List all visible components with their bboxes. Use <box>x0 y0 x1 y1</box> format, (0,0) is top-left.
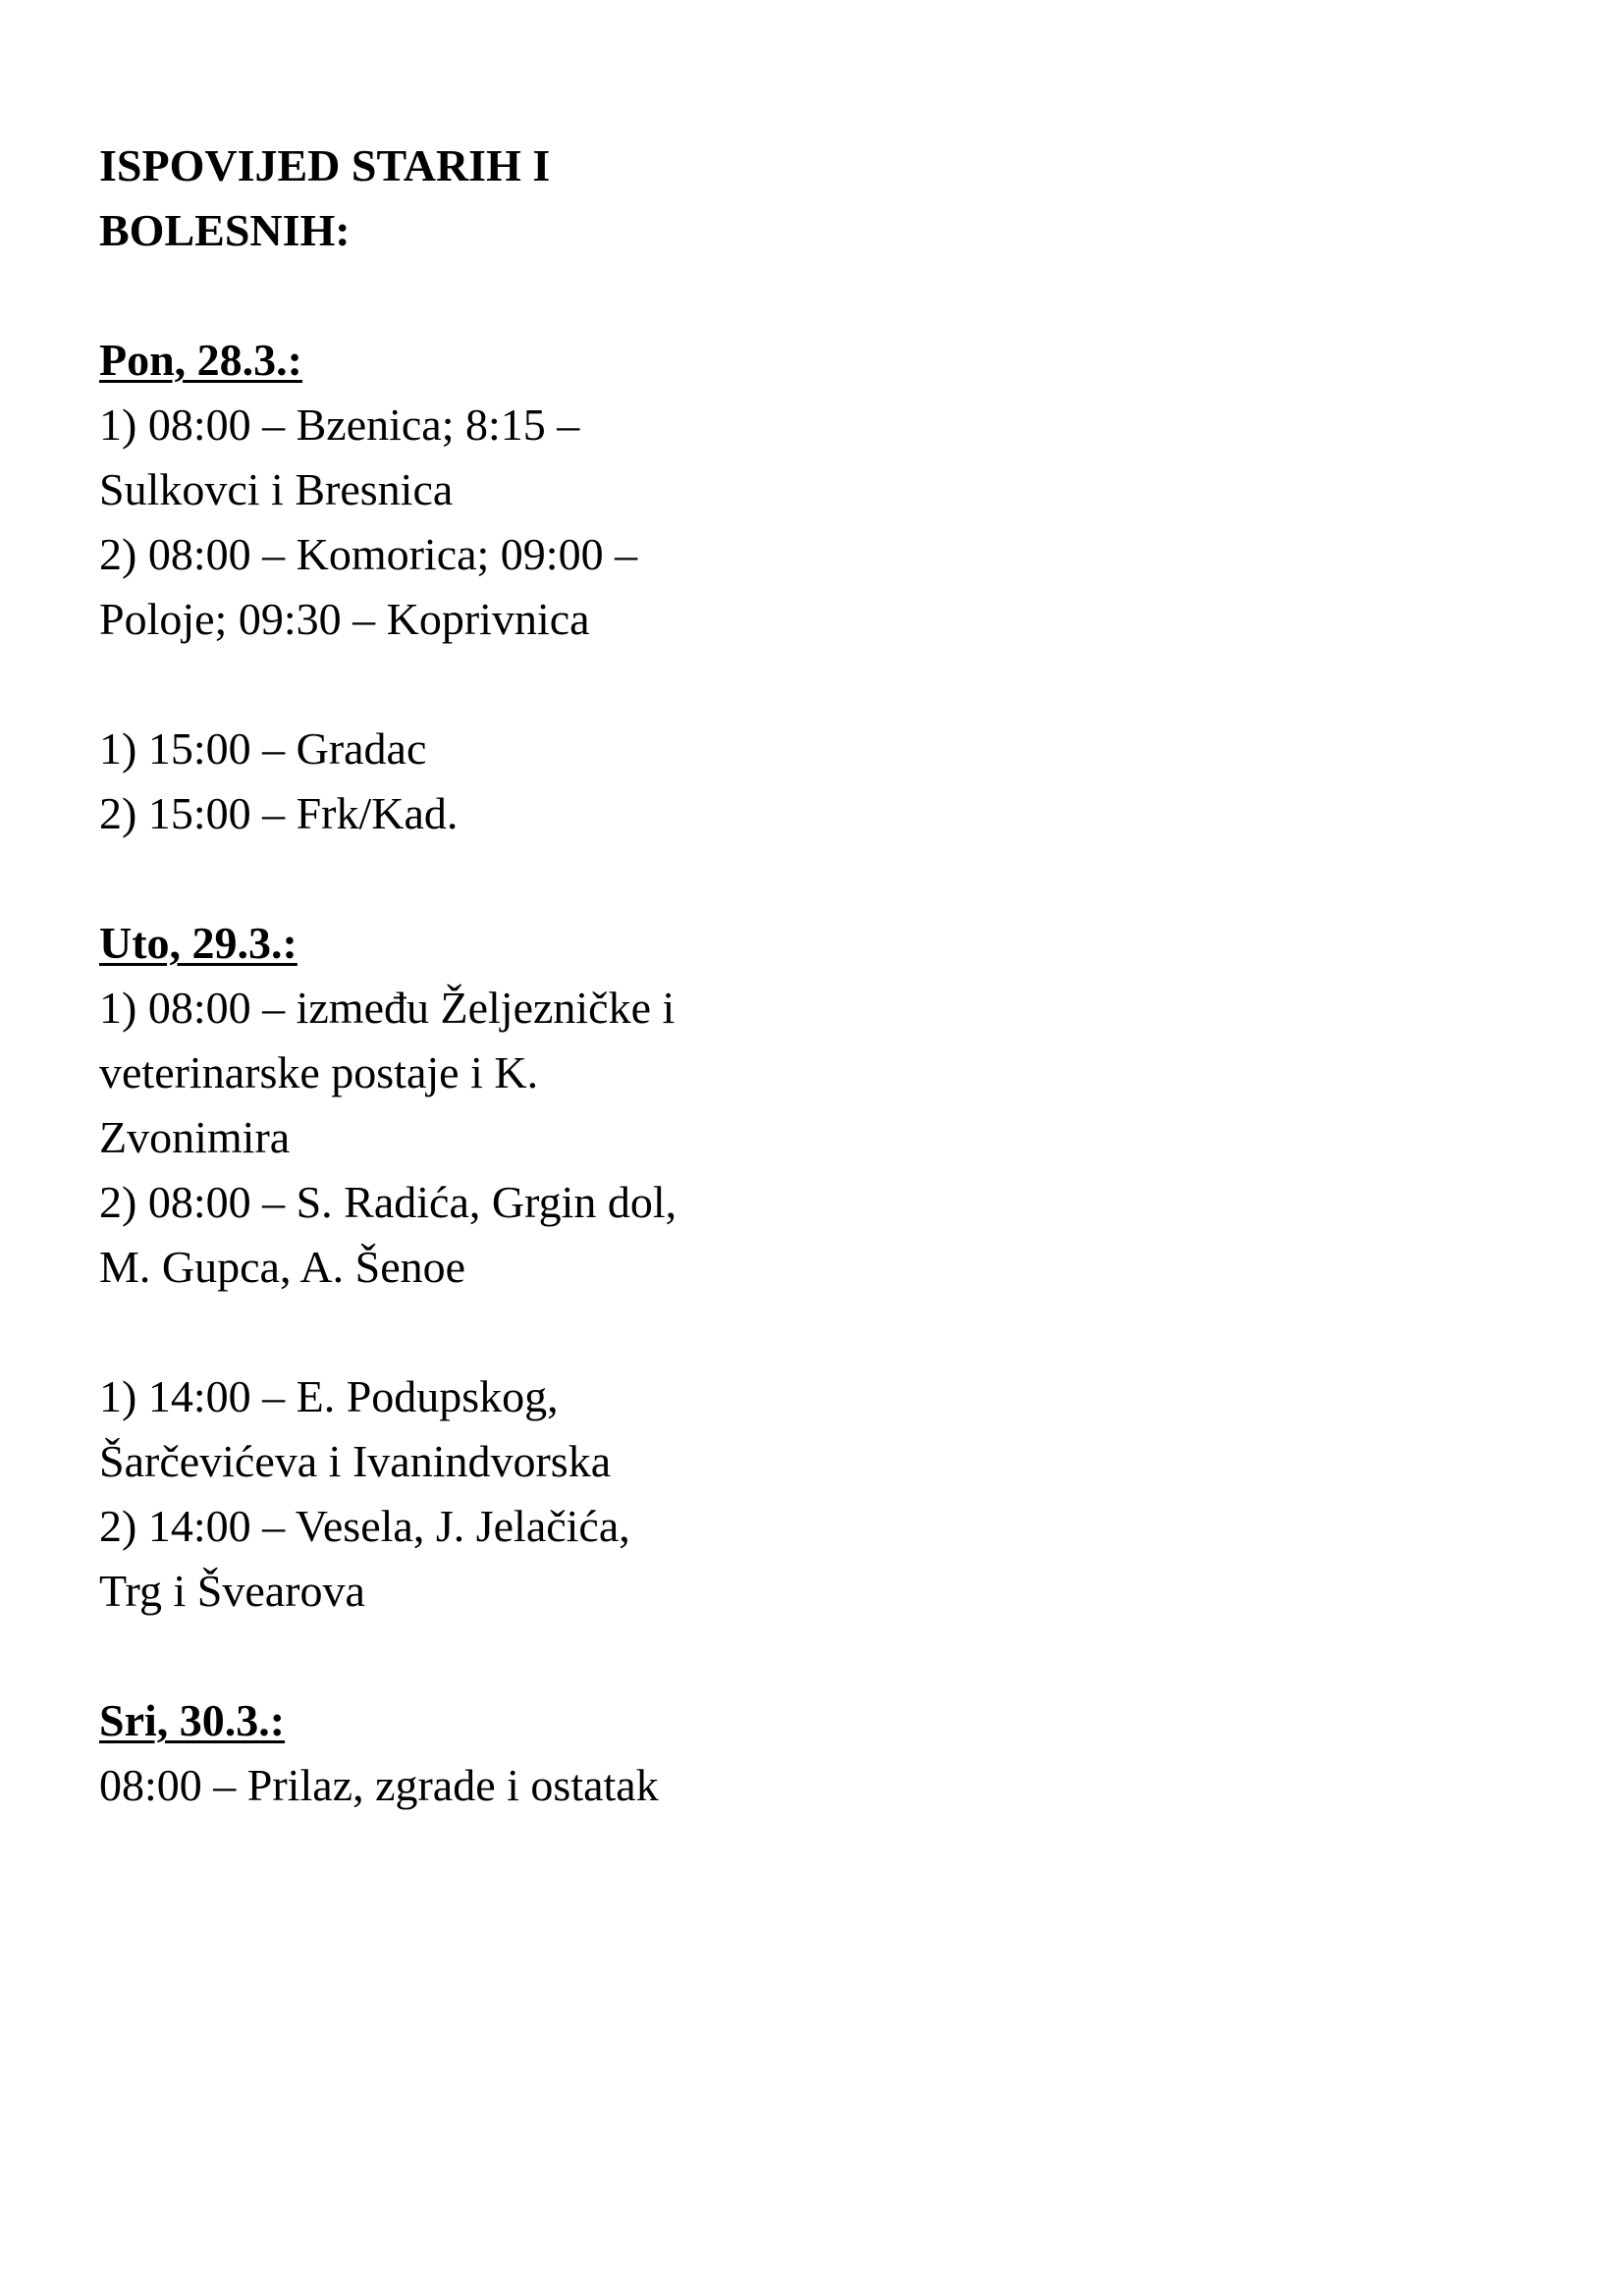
schedule-line: M. Gupca, A. Šenoe <box>99 1242 466 1292</box>
spacer <box>99 1300 786 1364</box>
schedule-line: 1) 08:00 – Bzenica; 8:15 – <box>99 400 580 450</box>
schedule-line: Trg i Švearova <box>99 1566 365 1616</box>
spacer <box>99 846 786 911</box>
spacer <box>99 263 786 328</box>
day-heading-monday: Pon, 28.3.: <box>99 335 302 385</box>
schedule-line: Šarčevićeva i Ivanindvorska <box>99 1436 612 1486</box>
schedule-line: Zvonimira <box>99 1112 291 1162</box>
schedule-line: Poloje; 09:30 – Koprivnica <box>99 594 590 644</box>
schedule-line: 1) 14:00 – E. Podupskog, <box>99 1371 559 1421</box>
schedule-line: 2) 08:00 – Komorica; 09:00 – <box>99 529 638 579</box>
schedule-line: 2) 08:00 – S. Radića, Grgin dol, <box>99 1177 677 1227</box>
schedule-line: Sulkovci i Bresnica <box>99 464 454 514</box>
schedule-line: 1) 15:00 – Gradac <box>99 723 427 774</box>
schedule-column <box>99 133 786 1818</box>
spacer <box>99 1624 786 1688</box>
document-title-line-1: ISPOVIJED STARIH I <box>99 140 551 190</box>
schedule-line: 08:00 – Prilaz, zgrade i ostatak <box>99 1760 659 1810</box>
day-heading-wednesday: Sri, 30.3.: <box>99 1695 286 1745</box>
schedule-line: 2) 15:00 – Frk/Kad. <box>99 788 459 838</box>
spacer <box>99 652 786 717</box>
document-title-line-2: BOLESNIH: <box>99 205 351 255</box>
schedule-line: 1) 08:00 – između Željezničke i <box>99 983 676 1033</box>
schedule-line: veterinarske postaje i K. <box>99 1047 539 1097</box>
schedule-line: 2) 14:00 – Vesela, J. Jelačića, <box>99 1501 630 1551</box>
day-heading-tuesday: Uto, 29.3.: <box>99 918 298 968</box>
